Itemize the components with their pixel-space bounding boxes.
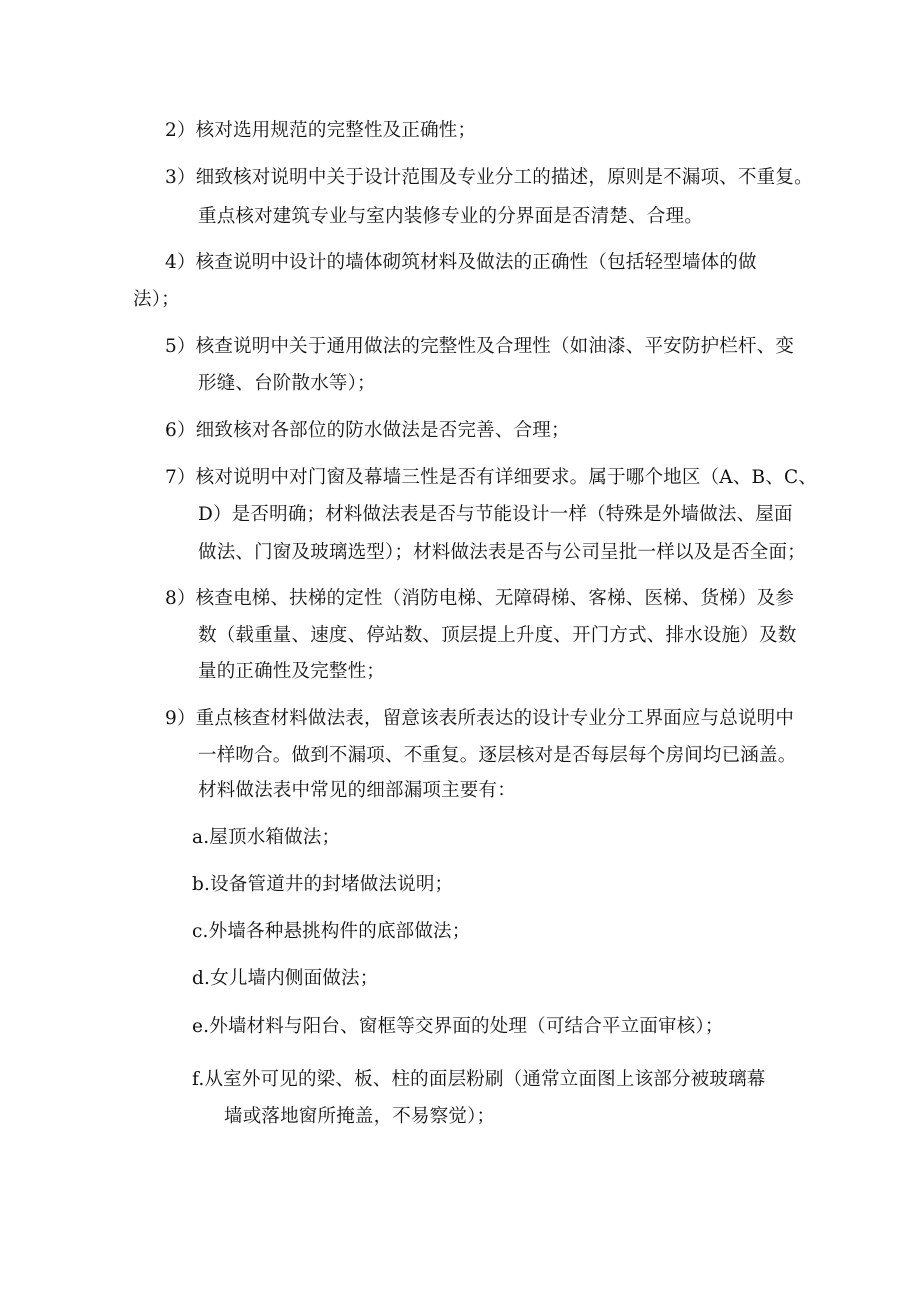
- item-7-line-3: 做法、门窗及玻璃选型）；材料做法表是否与公司呈批一样以及是否全面；: [198, 542, 806, 563]
- sub-item-f-line-2: 墙或落地窗所掩盖，不易察觉）；: [224, 1106, 496, 1127]
- item-8-line-2: 数（载重量、速度、停站数、顶层提上升度、开门方式、排水设施）及数: [198, 625, 797, 646]
- item-3-line-2: 重点核对建筑专业与室内装修专业的分界面是否清楚、合理。: [198, 206, 703, 227]
- item-2-line-1: 2）核对选用规范的完整性及正确性；: [165, 120, 477, 141]
- item-6-line-1: 6）细致核对各部位的防水做法是否完善、合理；: [165, 420, 570, 441]
- item-9-line-2: 一样吻合。做到不漏项、不重复。逐层核对是否每层每个房间均已涵盖。: [198, 745, 797, 766]
- sub-item-f-line-1: f.从室外可见的梁、板、柱的面层粉刷（通常立面图上该部分被玻璃幕: [192, 1069, 766, 1090]
- item-5-line-2: 形缝、台阶散水等）；: [198, 373, 376, 394]
- item-3-line-1: 3）细致核对说明中关于设计范围及专业分工的描述，原则是不漏项、不重复。: [165, 167, 813, 188]
- item-8-line-3: 量的正确性及完整性；: [198, 661, 386, 682]
- item-4-line-1: 4）核查说明中设计的墙体砌筑材料及做法的正确性（包括轻型墙体的做: [165, 252, 757, 273]
- sub-item-b: b.设备管道井的封堵做法说明；: [192, 874, 454, 895]
- item-7-line-2: D）是否明确；材料做法表是否与节能设计一样（特殊是外墙做法、屋面: [198, 504, 793, 525]
- item-9-line-1: 9）重点核查材料做法表，留意该表所表达的设计专业分工界面应与总说明中: [165, 708, 795, 729]
- item-7-line-1: 7）核对说明中对门窗及幕墙三性是否有详细要求。属于哪个地区（A、B、C、: [165, 467, 818, 488]
- sub-item-e: e.外墙材料与阳台、窗框等交界面的处理（可结合平立面审核）；: [192, 1016, 724, 1037]
- item-9-line-3: 材料做法表中常见的细部漏项主要有：: [198, 780, 516, 801]
- item-8-line-1: 8）核查电梯、扶梯的定性（消防电梯、无障碍梯、客梯、医梯、货梯）及参: [165, 588, 795, 609]
- item-5-line-1: 5）核查说明中关于通用做法的完整性及合理性（如油漆、平安防护栏杆、变: [165, 336, 795, 357]
- sub-item-c: c.外墙各种悬挑构件的底部做法；: [192, 921, 471, 942]
- sub-item-a: a.屋顶水箱做法；: [192, 827, 341, 848]
- sub-item-d: d.女儿墙内侧面做法；: [192, 968, 379, 989]
- item-4-line-2: 法）；: [133, 289, 180, 310]
